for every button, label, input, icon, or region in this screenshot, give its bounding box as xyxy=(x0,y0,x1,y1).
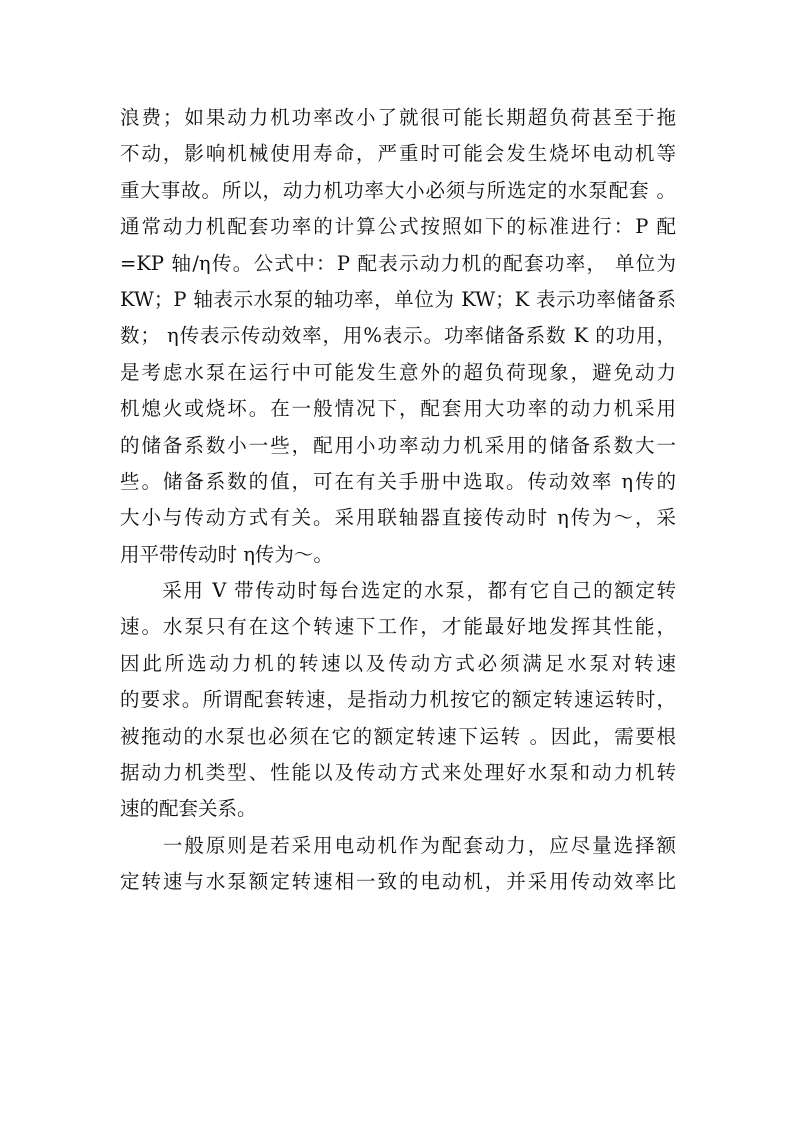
text-line: 数； η传表示传动效率，用%表示。功率储备系数 K 的功用， xyxy=(120,324,676,348)
text-line: 重大事故。所以，动力机功率大小必须与所选定的水泵配套 。 xyxy=(120,178,676,202)
text-line: 机熄火或烧坏。在一般情况下，配套用大功率的动力机采用 xyxy=(120,397,676,421)
body-text xyxy=(120,100,676,901)
text-line: 的要求。所谓配套转速，是指动力机按它的额定转速运转时， xyxy=(120,688,676,712)
text-line: 的储备系数小一些，配用小功率动力机采用的储备系数大一 xyxy=(120,433,676,457)
text-line: 速的配套关系。 xyxy=(120,797,257,821)
text-line: 采用 V 带传动时每台选定的水泵，都有它自己的额定转 xyxy=(120,579,676,603)
text-line: 通常动力机配套功率的计算公式按照如下的标准进行：P 配 xyxy=(120,215,676,239)
text-line: =KP 轴/η传。公式中：P 配表示动力机的配套功率， 单位为 xyxy=(120,251,676,275)
text-line: 些。储备系数的值，可在有关手册中选取。传动效率 η传的 xyxy=(120,469,676,493)
text-line: KW；P 轴表示水泵的轴功率，单位为 KW；K 表示功率储备系 xyxy=(120,287,676,311)
text-line: 浪费；如果动力机功率改小了就很可能长期超负荷甚至于拖 xyxy=(120,106,676,129)
text-line: 据动力机类型、性能以及传动方式来处理好水泵和动力机转 xyxy=(120,761,676,785)
text-line: 被拖动的水泵也必须在它的额定转速下运转 。因此，需要根 xyxy=(120,724,676,748)
text-line: 不动，影响机械使用寿命，严重时可能会发生烧坏电动机等 xyxy=(120,142,676,166)
text-line: 大小与传动方式有关。采用联轴器直接传动时 η传为～，采 xyxy=(120,506,676,530)
text-line: 用平带传动时 η传为～。 xyxy=(120,542,333,566)
text-line: 因此所选动力机的转速以及传动方式必须满足水泵对转速 xyxy=(120,651,676,675)
text-line: 是考虑水泵在运行中可能发生意外的超负荷现象，避免动力 xyxy=(120,360,676,384)
text-line: 一般原则是若采用电动机作为配套动力，应尽量选择额 xyxy=(120,833,676,857)
text-line: 速。水泵只有在这个转速下工作，才能最好地发挥其性能， xyxy=(120,615,676,639)
text-line: 定转速与水泵额定转速相一致的电动机，并采用传动效率比 xyxy=(120,870,676,894)
